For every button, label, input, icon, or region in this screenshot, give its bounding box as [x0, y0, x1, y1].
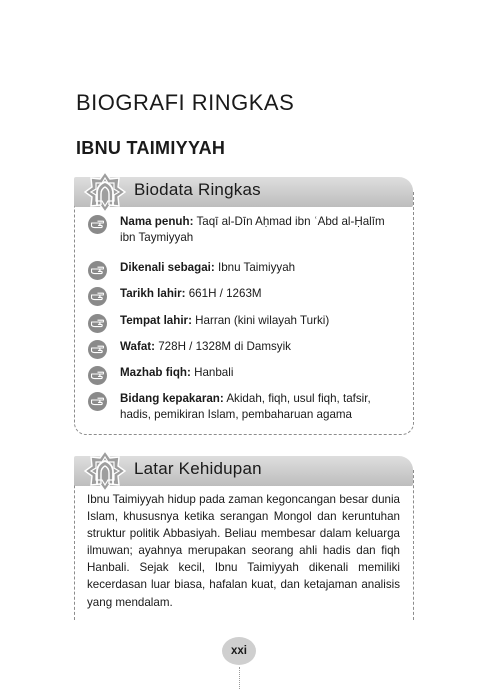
latar-paragraph: Ibnu Taimiyyah hidup pada zaman kegoncangan besar dunia Islam, khususnya ketika serangan Mongol dan keruntuhan struktur politik Abbasiyah. Beliau membesar dalam keluarga ilmuwan; ayahnya merupakan seorang ahli hadis dan fiqh Hanbali. Sejak kecil, Ibnu Taimiyyah dikenali memiliki kecerdasan luar biasa, hafalan kuat, dan ketajaman analisis yang mendalam.	[87, 493, 400, 609]
biodata-label: Nama penuh:	[120, 215, 194, 228]
pointing-hand-icon	[88, 215, 107, 234]
latar-title: Latar Kehidupan	[134, 459, 262, 478]
biodata-value: Ibnu Taimiyyah	[217, 261, 296, 274]
biodata-label: Tempat lahir:	[120, 314, 192, 327]
page-subheading: IBNU TAIMIYYAH	[76, 138, 226, 158]
pointing-hand-icon	[88, 314, 107, 333]
biodata-value: Akidah, fiqh, usul fiqh, tafsir, hadis, pemikiran Islam, pembaharuan agama	[120, 392, 371, 421]
biodata-value: Taqī al-Dīn Aḥmad ibn ʿAbd al-Ḥalīm ibn Taymiyyah	[120, 215, 385, 244]
biodata-label: Tarikh lahir:	[120, 287, 186, 300]
biodata-label: Mazhab fiqh:	[120, 366, 191, 379]
arabesque-ornament-icon	[84, 450, 126, 492]
biodata-value: 661H / 1263M	[188, 287, 262, 300]
page-heading: BIOGRAFI RINGKAS	[76, 90, 295, 115]
pointing-hand-icon	[88, 340, 107, 359]
biodata-label: Dikenali sebagai:	[120, 261, 215, 274]
page-number: xxi	[222, 637, 256, 665]
dotted-divider	[239, 667, 240, 689]
biodata-title: Biodata Ringkas	[134, 180, 261, 199]
latar-header	[74, 456, 413, 486]
pointing-hand-icon	[88, 261, 107, 280]
arabesque-ornament-icon	[84, 171, 126, 213]
biodata-header	[74, 177, 413, 207]
biodata-value: Hanbali	[194, 366, 234, 379]
pointing-hand-icon	[88, 392, 107, 411]
biodata-value: Harran (kini wilayah Turki)	[195, 314, 330, 327]
pointing-hand-icon	[88, 287, 107, 306]
biodata-label: Bidang kepakaran:	[120, 392, 224, 405]
biodata-value: 728H / 1328M di Damsyik	[158, 340, 291, 353]
pointing-hand-icon	[88, 366, 107, 385]
biodata-label: Wafat:	[120, 340, 155, 353]
